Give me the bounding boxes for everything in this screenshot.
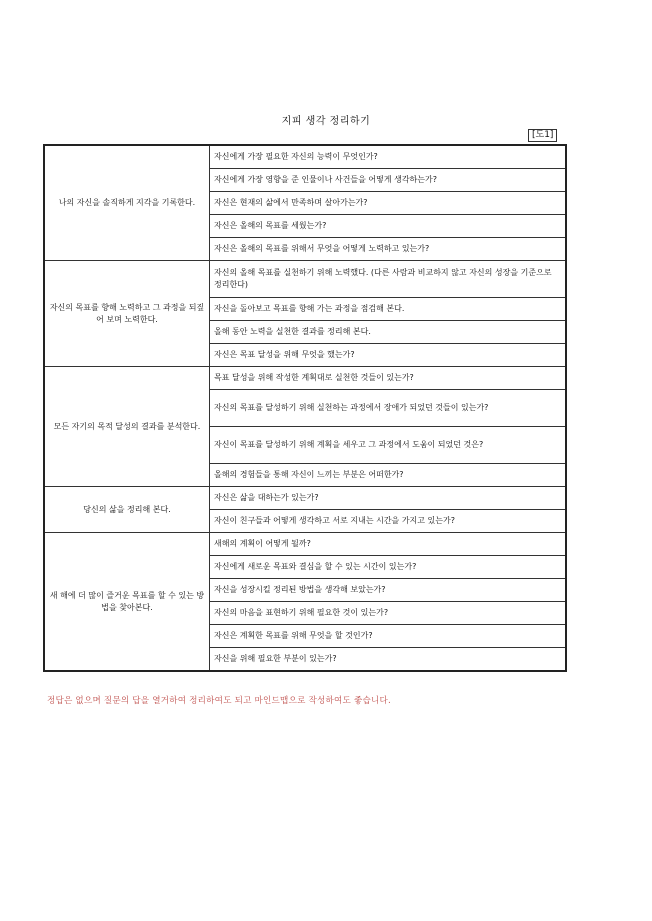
- question-cell: 자신에게 가장 필요한 자신의 능력이 무엇인가?: [210, 145, 567, 169]
- question-cell: 자신은 계획한 목표를 위해 무엇을 할 것인가?: [210, 625, 567, 648]
- question-cell: 자신이 친구들과 어떻게 생각하고 서로 지내는 시간을 가지고 있는가?: [210, 510, 567, 533]
- footnote: 정답은 없으며 질문의 답을 열거하여 정리하여도 되고 마인드맵으로 작성하여도 좋습니다.: [47, 696, 391, 706]
- section-label: 새 해에 더 많이 즐거운 목표를 할 수 있는 방법을 찾아본다.: [44, 533, 210, 672]
- section-label: 당신의 삶을 정리해 본다.: [44, 487, 210, 533]
- question-cell: 자신을 성장시킬 정리된 방법을 생각해 보았는가?: [210, 579, 567, 602]
- question-cell: 자신이 목표를 달성하기 위해 계획을 세우고 그 과정에서 도움이 되었던 것은?: [210, 427, 567, 464]
- table-row: [44, 487, 566, 510]
- question-cell: 올해의 경험들을 통해 자신이 느끼는 부분은 어떠한가?: [210, 464, 567, 487]
- table-row: [44, 367, 566, 390]
- question-cell: 자신의 목표를 달성하기 위해 실천하는 과정에서 장애가 되었던 것들이 있는가?: [210, 390, 567, 427]
- figure-tag: [도1]: [528, 129, 557, 142]
- question-cell: 자신은 올해의 목표를 위해서 무엇을 어떻게 노력하고 있는가?: [210, 238, 567, 261]
- question-cell: 목표 달성을 위해 작성한 계획대로 실천한 것들이 있는가?: [210, 367, 567, 390]
- question-cell: 자신은 올해의 목표를 세웠는가?: [210, 215, 567, 238]
- question-cell: 자신의 올해 목표를 실천하기 위해 노력했다. (다른 사람과 비교하지 않고 자신의 성장을 기준으로 정리한다): [210, 261, 567, 298]
- question-cell: 자신은 목표 달성을 위해 무엇을 했는가?: [210, 344, 567, 367]
- question-cell: 자신을 돌아보고 목표를 향해 가는 과정을 점검해 본다.: [210, 298, 567, 321]
- question-cell: 자신에게 새로운 목표와 결심을 할 수 있는 시간이 있는가?: [210, 556, 567, 579]
- question-cell: 새해의 계획이 어떻게 될까?: [210, 533, 567, 556]
- reflection-table: [43, 144, 567, 672]
- page-title: 지피 생각 정리하기: [281, 116, 371, 127]
- table-row: [44, 533, 566, 556]
- question-cell: 자신을 위해 필요한 부분이 있는가?: [210, 648, 567, 672]
- question-cell: 자신은 삶을 대하는가 있는가?: [210, 487, 567, 510]
- question-cell: 자신의 마음을 표현하기 위해 필요한 것이 있는가?: [210, 602, 567, 625]
- section-label: 자신의 목표를 향해 노력하고 그 과정을 되짚어 보며 노력한다.: [44, 261, 210, 367]
- section-label: 나의 자신을 솔직하게 지각을 기록한다.: [44, 145, 210, 261]
- section-label: 모든 자기의 목적 달성의 결과를 분석한다.: [44, 367, 210, 487]
- question-cell: 올해 동안 노력을 실천한 결과를 정리해 본다.: [210, 321, 567, 344]
- question-cell: 자신은 현재의 삶에서 만족하며 살아가는가?: [210, 192, 567, 215]
- table-row: [44, 145, 566, 169]
- table-row: [44, 261, 566, 298]
- question-cell: 자신에게 가장 영향을 준 인물이나 사건들을 어떻게 생각하는가?: [210, 169, 567, 192]
